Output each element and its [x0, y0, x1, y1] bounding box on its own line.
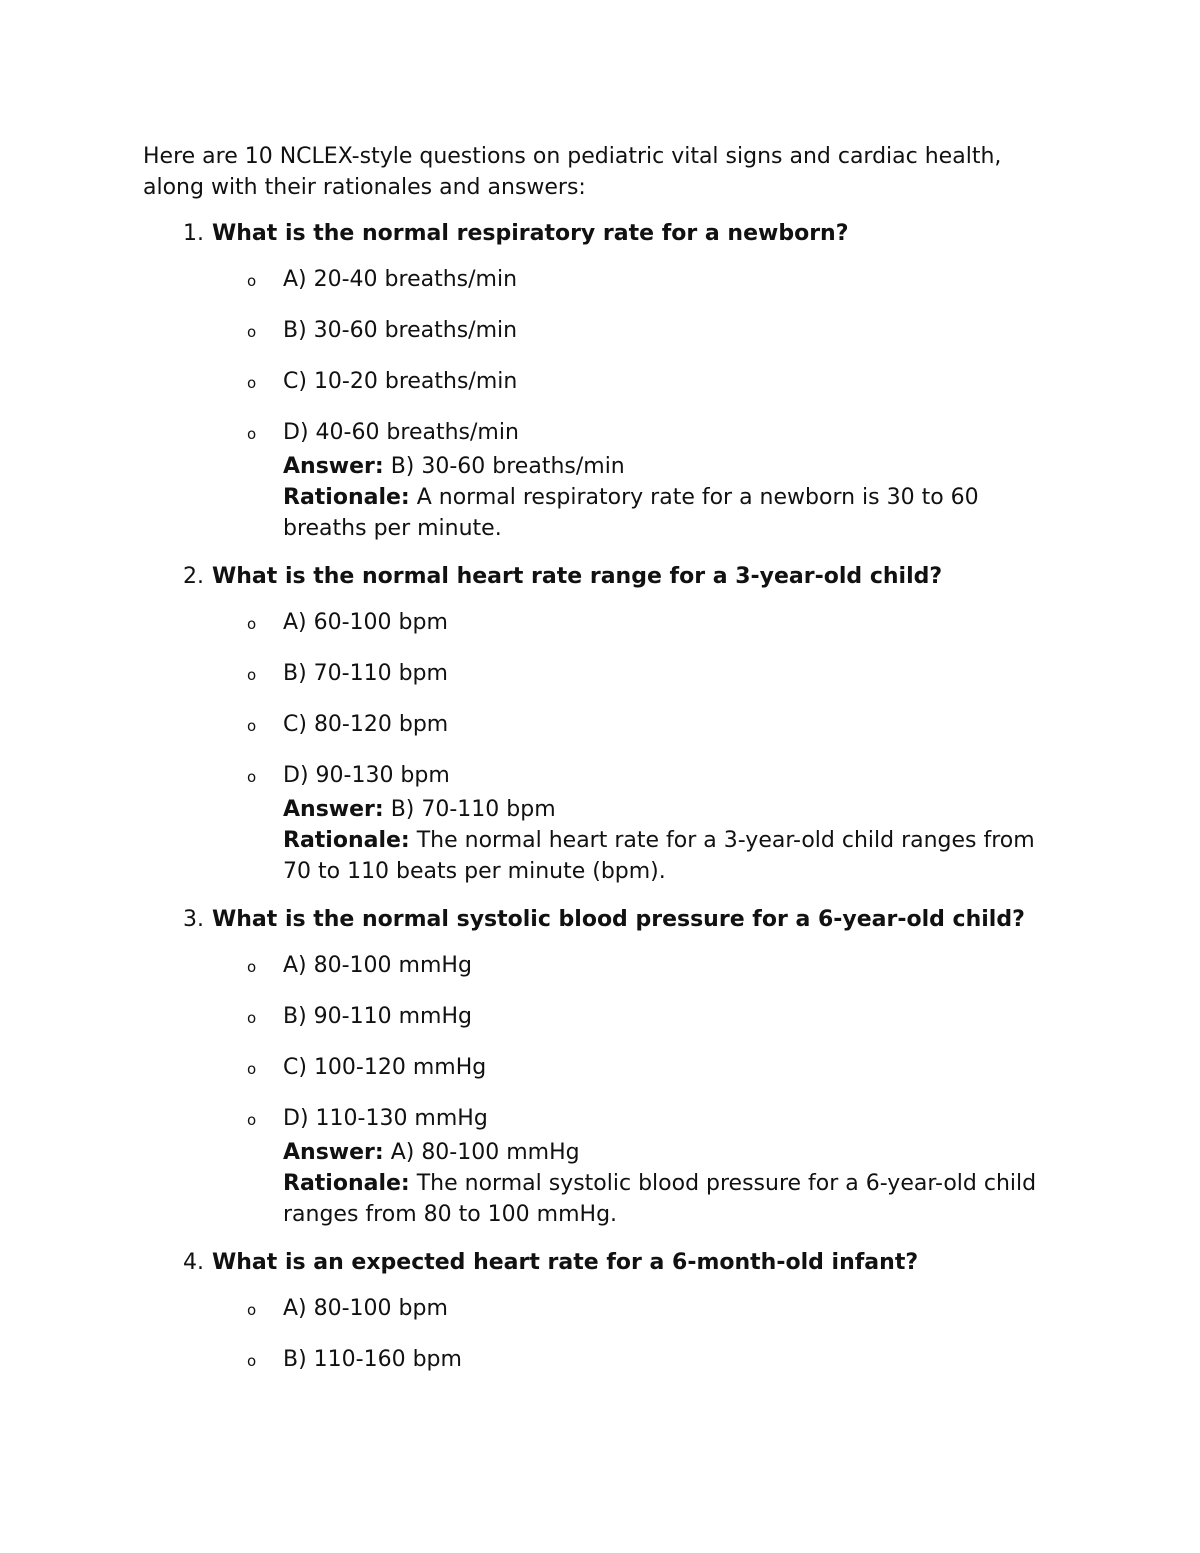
option-text: A) 80-100 bpm: [283, 1296, 448, 1321]
question-text: What is an expected heart rate for a 6-month-old infant?: [212, 1250, 919, 1275]
option-text: D) 90-130 bpm: [283, 763, 450, 788]
question-item: [143, 218, 1043, 544]
option-item: [143, 1001, 1043, 1035]
question-item: [143, 561, 1043, 887]
circle-bullet-icon: o: [247, 1009, 257, 1027]
circle-bullet-icon: o: [247, 615, 257, 633]
answer-line: [283, 1137, 1043, 1168]
question-item: [143, 904, 1043, 1230]
circle-bullet-icon: o: [247, 958, 257, 976]
rationale-label: Rationale:: [283, 485, 410, 510]
rationale-text: The normal heart rate for a 3-year-old child ranges from 70 to 110 beats per minute (bpm).: [283, 828, 1035, 884]
option-text: D) 40-60 breaths/min: [283, 420, 519, 445]
option-item: [143, 264, 1043, 298]
option-item: [143, 658, 1043, 692]
option-text: B) 90-110 mmHg: [283, 1004, 472, 1029]
option-text: A) 80-100 mmHg: [283, 953, 472, 978]
answer-label: Answer:: [283, 1140, 384, 1165]
option-text: C) 100-120 mmHg: [283, 1055, 487, 1080]
question-number: 3.: [183, 907, 204, 932]
option-item: [143, 1293, 1043, 1327]
answer-line: [283, 794, 1043, 825]
question-text: What is the normal respiratory rate for a newborn?: [212, 221, 849, 246]
document-page: [143, 141, 1043, 1378]
option-text: D) 110-130 mmHg: [283, 1106, 488, 1131]
answer-block: [143, 451, 1043, 544]
answer-line: [283, 451, 1043, 482]
option-list: [143, 1293, 1043, 1378]
circle-bullet-icon: o: [247, 272, 257, 290]
option-item: [143, 607, 1043, 641]
option-list: [143, 264, 1043, 544]
answer-label: Answer:: [283, 797, 384, 822]
answer-block: [143, 794, 1043, 887]
question-heading: [143, 904, 1043, 935]
circle-bullet-icon: o: [247, 323, 257, 341]
option-item: [143, 417, 1043, 451]
answer-value: B) 30-60 breaths/min: [390, 454, 625, 479]
option-item: [143, 1344, 1043, 1378]
option-item: [143, 366, 1043, 400]
option-text: B) 110-160 bpm: [283, 1347, 462, 1372]
option-item: [143, 315, 1043, 349]
question-number: 4.: [183, 1250, 204, 1275]
circle-bullet-icon: o: [247, 1111, 257, 1129]
question-number: 1.: [183, 221, 204, 246]
circle-bullet-icon: o: [247, 666, 257, 684]
option-item: [143, 950, 1043, 984]
intro-paragraph: Here are 10 NCLEX-style questions on pediatric vital signs and cardiac health, along with their rationales and answers:: [143, 144, 1002, 200]
answer-value: A) 80-100 mmHg: [390, 1140, 580, 1165]
answer-label: Answer:: [283, 454, 384, 479]
question-item: [143, 1247, 1043, 1378]
answer-block: [143, 1137, 1043, 1230]
option-item: [143, 1052, 1043, 1086]
question-list: [143, 218, 1043, 1378]
option-item: [143, 709, 1043, 743]
option-list: [143, 607, 1043, 887]
option-text: C) 10-20 breaths/min: [283, 369, 518, 394]
rationale-line: [283, 482, 1043, 544]
rationale-label: Rationale:: [283, 828, 410, 853]
circle-bullet-icon: o: [247, 717, 257, 735]
answer-value: B) 70-110 bpm: [390, 797, 556, 822]
rationale-line: [283, 1168, 1043, 1230]
option-text: A) 20-40 breaths/min: [283, 267, 518, 292]
question-number: 2.: [183, 564, 204, 589]
circle-bullet-icon: o: [247, 1352, 257, 1370]
option-item: [143, 760, 1043, 794]
rationale-text: A normal respiratory rate for a newborn is 30 to 60 breaths per minute.: [283, 485, 979, 541]
option-text: B) 30-60 breaths/min: [283, 318, 518, 343]
circle-bullet-icon: o: [247, 374, 257, 392]
rationale-label: Rationale:: [283, 1171, 410, 1196]
rationale-line: [283, 825, 1043, 887]
circle-bullet-icon: o: [247, 1301, 257, 1319]
circle-bullet-icon: o: [247, 1060, 257, 1078]
option-list: [143, 950, 1043, 1230]
question-heading: [143, 561, 1043, 592]
option-item: [143, 1103, 1043, 1137]
circle-bullet-icon: o: [247, 768, 257, 786]
question-heading: [143, 218, 1043, 249]
rationale-text: The normal systolic blood pressure for a 6-year-old child ranges from 80 to 100 mmHg.: [283, 1171, 1037, 1227]
option-text: A) 60-100 bpm: [283, 610, 448, 635]
option-text: B) 70-110 bpm: [283, 661, 448, 686]
circle-bullet-icon: o: [247, 425, 257, 443]
option-text: C) 80-120 bpm: [283, 712, 449, 737]
question-heading: [143, 1247, 1043, 1278]
question-text: What is the normal systolic blood pressure for a 6-year-old child?: [212, 907, 1025, 932]
question-text: What is the normal heart rate range for a 3-year-old child?: [212, 564, 943, 589]
